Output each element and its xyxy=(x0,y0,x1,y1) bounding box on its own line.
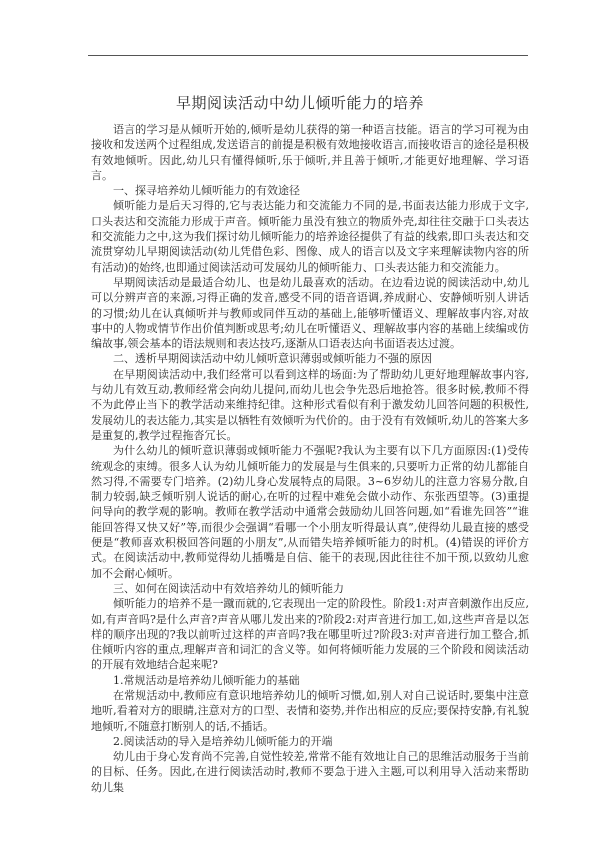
header-rule xyxy=(88,55,528,56)
paragraph: 早期阅读活动是最适合幼儿、也是幼儿最喜欢的活动。在边看边说的阅读活动中,幼儿可以分辨声音的来源,习得正确的发音,感受不同的语音语调,养成耐心、安静倾听别人讲话的习惯;幼儿在认真倾听并与教师或同伴互动的基础上,能够听懂语义、理解故事内容,对故事中的人物或情节作出价值判断或思考;幼儿在听懂语义、理解故事内容的基础上续编或仿编故事,领会基本的语法规则和表达技巧,逐渐从口语表达向书面语表达过渡。 xyxy=(91,275,529,351)
paragraph: 幼儿由于身心发育尚不完善,自觉性较差,常常不能有效地让自己的思维活动服务于当前的目标、任务。因此,在进行阅读活动时,教师不要急于进入主题,可以利用导入活动来帮助幼儿集 xyxy=(91,750,529,794)
article-body xyxy=(91,122,529,795)
section-heading: 二、透析早期阅读活动中幼儿倾听意识薄弱或倾听能力不强的原因 xyxy=(113,352,432,366)
paragraph: 倾听能力是后天习得的,它与表达能力和交流能力不同的是,书面表达能力形成于文字,口头表达和交流能力形成于声音。倾听能力虽没有独立的物质外壳,却往往交融于口头表达和交流能力之中,这为我们探讨幼儿倾听能力的培养途径提供了有益的线索,即口头表达和交流贯穿幼儿早期阅读活动(幼儿凭借色彩、图像、成人的语言以及文字来理解读物内容的所有活动)的始终,也即通过阅读活动可发展幼儿的倾听能力、口头表达能力和交流能力。 xyxy=(91,199,529,274)
paragraph: 倾听能力的培养不是一蹴而就的,它表现出一定的阶段性。阶段1:对声音刺激作出反应,如,有声音吗?是什么声音?声音从哪儿发出来的?阶段2:对声音进行加工,如,这些声音是以怎样的顺序出现的?我以前听过这样的声音吗?我在哪里听过?阶段3:对声音进行加工整合,抓住倾听内容的重点,理解声音和词汇的含义等。如何将倾听能力发展的三个阶段和阅读活动的开展有效地结合起来呢? xyxy=(91,597,529,672)
subsection-heading: 2.阅读活动的导入是培养幼儿倾听能力的开端 xyxy=(113,734,333,748)
subsection-heading: 1.常规活动是培养幼儿倾听能力的基础 xyxy=(113,673,300,687)
paragraph: 语言的学习是从倾听开始的,倾听是幼儿获得的第一种语言技能。语言的学习可视为由接收和发送两个过程组成,发送语言的前提是积极有效地接收语言,而接收语言的途径是积极有效地倾听。因此,幼儿只有懂得倾听,乐于倾听,并且善于倾听,才能更好地理解、学习语言。 xyxy=(91,123,529,182)
paragraph: 在早期阅读活动中,我们经常可以看到这样的场面:为了帮助幼儿更好地理解故事内容,与幼儿有效互动,教师经常会向幼儿提问,而幼儿也会争先恐后地抢答。很多时候,教师不得不为此停止当下的教学活动来维持纪律。这种形式看似有利于激发幼儿回答问题的积极性,发展幼儿的表达能力,其实是以牺牲有效倾听为代价的。由于没有有效倾听,幼儿的答案大多是重复的,教学过程拖沓冗长。 xyxy=(91,367,529,442)
paragraph: 为什么幼儿的倾听意识薄弱或倾听能力不强呢?我认为主要有以下几方面原因:(1)受传统观念的束缚。很多人认为幼儿倾听能力的发展是与生俱来的,只要听力正常的幼儿都能自然习得,不需要专门培养。(2)幼儿身心发展特点的局限。3~6岁幼儿的注意力容易分散,自制力较弱,缺乏倾听别人说话的耐心,在听的过程中难免会做小动作、东张西望等。(3)重提问导向的教学观的影响。教师在教学活动中通常会鼓励幼儿回答问题,如“看谁先回答”“谁能回答得又快又好”等,而很少会强调“看哪一个小朋友听得最认真”,使得幼儿最直接的感受便是“教师喜欢积极回答问题的小朋友”,从而错失培养倾听能力的时机。(4)错误的评价方式。在阅读活动中,教师觉得幼儿插嘴是自信、能干的表现,因此往往不加干预,以致幼儿愈加不会耐心倾听。 xyxy=(91,444,529,580)
section-heading: 一、探寻培养幼儿倾听能力的有效途径 xyxy=(113,184,300,198)
paragraph: 在常规活动中,教师应有意识地培养幼儿的倾听习惯,如,别人对自己说话时,要集中注意地听,看着对方的眼睛,注意对方的口型、表情和姿势,并作出相应的反应;要保持安静,有礼貌地倾听,不随意打断别人的话,不插话。 xyxy=(91,688,529,733)
page-title: 早期阅读活动中幼儿倾听能力的培养 xyxy=(175,94,424,112)
section-heading: 三、如何在阅读活动中有效培养幼儿的倾听能力 xyxy=(113,581,344,595)
